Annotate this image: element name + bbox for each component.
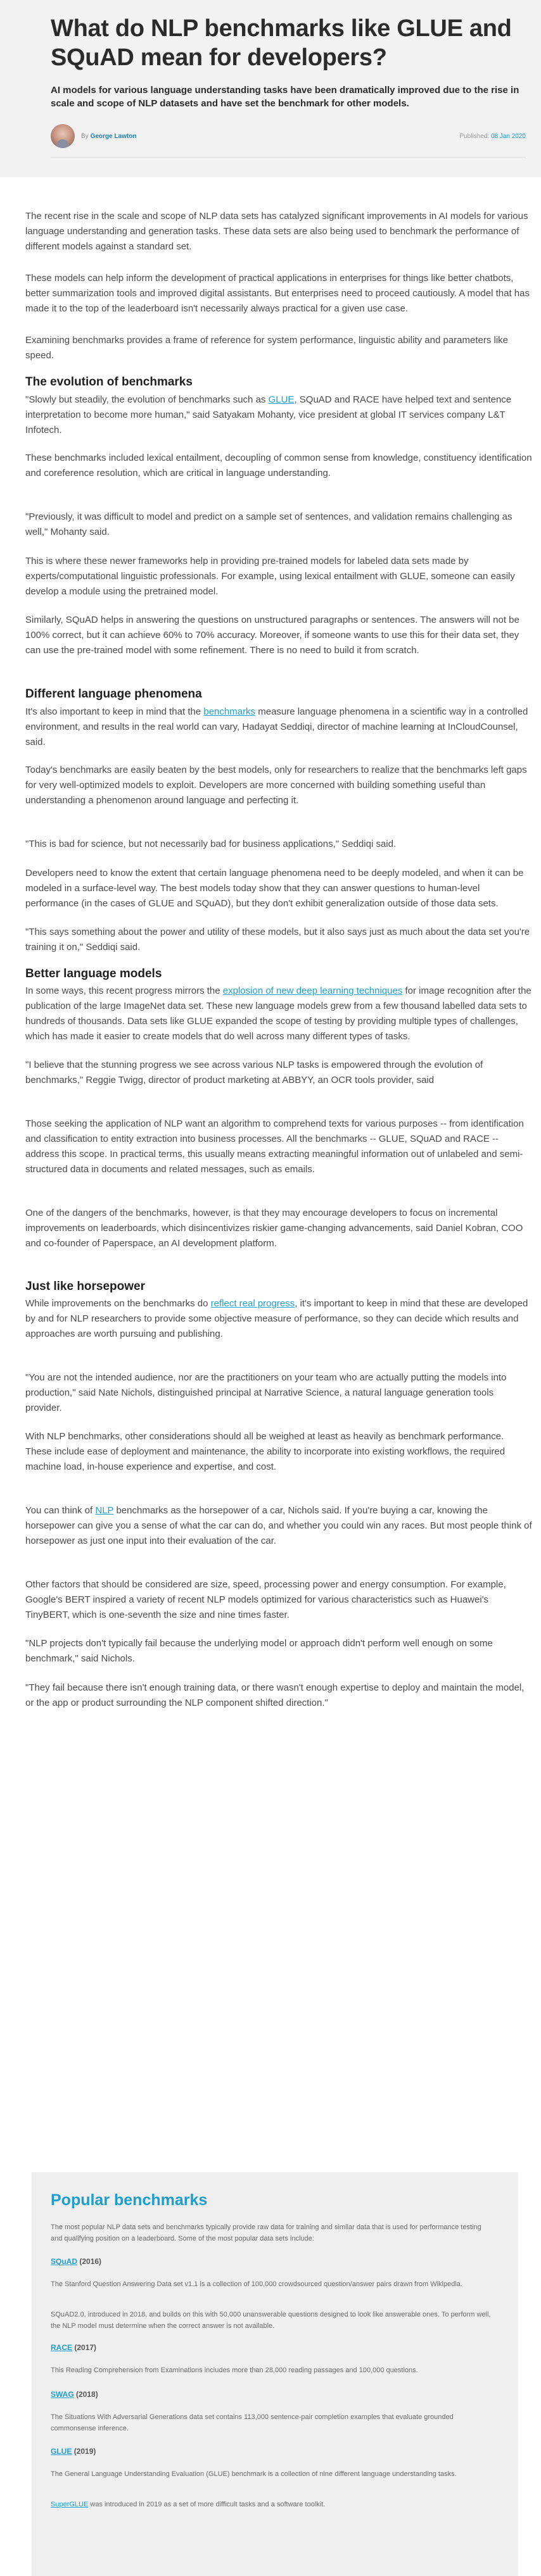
- glue-benchmark-link[interactable]: GLUE: [51, 2447, 72, 2456]
- paragraph: "NLP projects don't typically fail because the underlying model or approach didn't perform well enough on some benchmark," said Nichols.: [25, 1638, 493, 1664]
- paragraph: Similarly, SQuAD helps in answering the questions on unstructured paragraphs or sentences. The answers will not be 100% correct, but it can achieve 60% to 70% accuracy. Moreover, if someone wants to use this for their data set, they can use the pre-trained model with some refinement. There is no need to build it from scratch.: [25, 615, 519, 656]
- paragraph: "This is bad for science, but not necessarily bad for business applications," Seddiqi said.: [25, 839, 397, 849]
- paragraph: Examining benchmarks provides a frame of reference for system performance, linguistic ability and parameters like speed.: [25, 335, 508, 361]
- squad2-description: SQuAD2.0, introduced in 2018, and builds on this with 50,000 unanswerable questions designed to look like answerable ones. To perform well, the NLP model must determine when the correct answer is not available.: [51, 2311, 491, 2330]
- section-heading-evolution: The evolution of benchmarks: [25, 375, 193, 389]
- swag-link[interactable]: SWAG: [51, 2390, 74, 2399]
- published-label: Published:: [459, 132, 490, 140]
- race-description: This Reading Comprehension from Examinations includes more than 28,000 reading passages and 100,000 questions.: [51, 2367, 418, 2374]
- benchmark-entry-squad: [51, 2257, 101, 2266]
- paragraph: Today's benchmarks are easily beaten by the best models, only for researchers to realize that the benchmarks left gaps for very well-optimized models to exploit. Developers are more concerned with building something useful than understanding a phenomenon around language and perfecting it.: [25, 765, 527, 806]
- article-header: [0, 0, 541, 177]
- race-link[interactable]: RACE: [51, 2343, 73, 2352]
- article-subtitle: AI models for various language understanding tasks have been dramatically improved due to the rise in scale and scope of NLP datasets and have set the benchmark for other models.: [51, 85, 519, 109]
- paragraph: "They fail because there isn't enough training data, or there wasn't enough expertise to deploy and maintain the model, or the app or product surrounding the NLP component shifted direction.": [25, 1682, 525, 1708]
- avatar: [51, 124, 75, 148]
- paragraph: With NLP benchmarks, other considerations should all be weighed at least as heavily as benchmark performance. These include ease of deployment and maintenance, the ability to incorporate into existing workflows, the required machine load, in-house experience and expertise, and cost.: [25, 1431, 506, 1472]
- paragraph: These models can help inform the development of practical applications in enterprises for things like better chatbots, better summarization tools and improved digital assistants. But enterprises need to proceed cautiously. A model that has made it to the top of the leaderboard isn't necessarily always practical for a given use case.: [25, 273, 530, 314]
- section-heading-better-models: Better language models: [25, 967, 162, 980]
- swag-year: (2018): [76, 2390, 98, 2399]
- paragraph: This is where these newer frameworks help in providing pre-trained models for labeled data sets made by experts/computational linguistic professionals. For example, using lexical entailment with GLUE, someone can easily develop a module using the pretrained model.: [25, 556, 515, 597]
- superglue-link[interactable]: SuperGLUE: [51, 2501, 89, 2508]
- section-heading-phenomena: Different language phenomena: [25, 687, 202, 701]
- author-link[interactable]: George Lawton: [90, 132, 137, 140]
- paragraph: Other factors that should be considered are size, speed, processing power and energy consumption. For example, Google's BERT inspired a variety of recent NLP models optimized for various characteristics such as Huawei's TinyBERT, which is one-seventh the size and nine times faster.: [25, 1579, 506, 1620]
- paragraph: "I believe that the stunning progress we see across various NLP tasks is empowered through the evolution of benchmarks," Reggie Twigg, director of product marketing at ABBYY, an OCR tools provider, said: [25, 1060, 483, 1085]
- paragraph: The recent rise in the scale and scope of NLP data sets has catalyzed significant improvements in AI models for various language understanding and generation tasks. These data sets are also being used to benchmark the performance of different models against a standard set.: [25, 211, 528, 252]
- squad-link[interactable]: SQuAD: [51, 2257, 77, 2266]
- glue-description: The General Language Understanding Evaluation (GLUE) benchmark is a collection of nine different language understanding tasks.: [51, 2470, 457, 2478]
- page-title: What do NLP benchmarks like GLUE and SQuAD mean for developers?: [51, 15, 512, 71]
- section-heading-horsepower: Just like horsepower: [25, 1280, 146, 1293]
- paragraph: Those seeking the application of NLP want an algorithm to comprehend texts for various purposes -- from identification and classification to entity extraction into business processes. All the benchmarks -- GLUE, SQuAD and RACE -- address this scope. In practical terms, this usually means extracting meaningful information out of unlabeled and semi-structured data in documents and related messages, such as emails.: [25, 1118, 524, 1175]
- swag-description: The Situations With Adversarial Generations data set contains 113,000 sentence-pair completion examples that evaluate grounded commonsense inference.: [51, 2413, 454, 2432]
- superglue-description: SuperGLUE was introduced in 2019 as a set of more difficult tasks and a software toolkit.: [51, 2501, 326, 2508]
- race-year: (2017): [74, 2343, 97, 2352]
- squad-year: (2016): [79, 2257, 102, 2266]
- benchmark-entry-race: [51, 2343, 96, 2352]
- popular-benchmarks-title: Popular benchmarks: [51, 2191, 208, 2209]
- glue-link[interactable]: GLUE: [268, 394, 295, 405]
- paragraph: These benchmarks included lexical entailment, decoupling of common sense from knowledge, constituency identification and coreference resolution, which are critical in language understanding.: [25, 453, 532, 478]
- paragraph: In some ways, this recent progress mirrors the explosion of new deep learning techniques for image recognition after the publication of the large ImageNet data set. These new language models grew from a few thousand labelled data sets to hundreds of thousands. Data sets like GLUE expanded the scope of testing by providing multiple types of challenges, which has made it easier to create models that do well across many different types of tasks.: [25, 985, 531, 1042]
- benchmark-entry-glue: [51, 2447, 96, 2456]
- deep-learning-link[interactable]: explosion of new deep learning techniques: [222, 985, 403, 996]
- popular-benchmarks-box: [32, 2172, 518, 2576]
- paragraph: "This says something about the power and utility of these models, but it also says just as much about the data set you're training it on," Seddiqi said.: [25, 927, 530, 953]
- byline: [51, 124, 526, 158]
- paragraph: You can think of NLP benchmarks as the horsepower of a car, Nichols said. If you're buying a car, knowing the horsepower can give you a sense of what the car can do, and whether you could win any races. But most people think of horsepower as just one input into their evaluation of the car.: [25, 1505, 532, 1546]
- by-label: By: [81, 132, 89, 140]
- benchmarks-link[interactable]: benchmarks: [203, 706, 256, 717]
- glue-year: (2019): [73, 2447, 96, 2456]
- paragraph: One of the dangers of the benchmarks, however, is that they may encourage developers to focus on incremental improvements on leaderboards, which disincentivizes riskier game-changing advancements, said Daniel Kobran, COO and co-founder of Paperspace, an AI development platform.: [25, 1208, 523, 1249]
- published-info: [459, 133, 526, 140]
- paragraph: "Previously, it was difficult to model and predict on a sample set of sentences, and validation remains challenging as well," Mohanty said.: [25, 511, 512, 537]
- paragraph: It's also important to keep in mind that the benchmarks measure language phenomena in a scientific way in a controlled environment, and results in the real world can vary, Hadayat Seddiqi, director of machine learning at InCloudCounsel, said.: [25, 706, 528, 747]
- published-date: 08 Jan 2020: [490, 132, 526, 140]
- squad-description: The Stanford Question Answering Data set v1.1 is a collection of 100,000 crowdsourced question/answer pairs drawn from Wikipedia.: [51, 2280, 462, 2288]
- paragraph: Developers need to know the extent that certain language phenomena need to be deeply modeled, and when it can be modeled in a surface-level way. The best models today show that they can answer questions to human-level performance (in the cases of GLUE and SQuAD), but they don't exhibit generalization outside of those data sets.: [25, 868, 524, 909]
- benchmark-entry-swag: [51, 2390, 98, 2399]
- paragraph: "You are not the intended audience, nor are the practitioners on your team who are actually putting the models into production," said Nate Nichols, distinguished principal at Narrative Science, a natural language generation tools provider.: [25, 1372, 507, 1413]
- paragraph: While improvements on the benchmarks do reflect real progress, it's important to keep in mind that these are developed by and for NLP researchers to provide some objective measure of performance, so they can decide which results and approaches are worth pursuing and publishing.: [25, 1298, 528, 1339]
- nlp-link[interactable]: NLP: [95, 1505, 114, 1516]
- real-progress-link[interactable]: reflect real progress: [210, 1298, 295, 1309]
- popular-intro: The most popular NLP data sets and benchmarks typically provide raw data for training and similar data that is used for performance testing and qualifying position on a leaderboard. Some of the most popular data sets include:: [51, 2223, 481, 2242]
- paragraph: "Slowly but steadily, the evolution of benchmarks such as GLUE, SQuAD and RACE have helped text and sentence interpretation to become more human," said Satyakam Mohanty, vice president at global IT services company L&T Infotech.: [25, 394, 512, 435]
